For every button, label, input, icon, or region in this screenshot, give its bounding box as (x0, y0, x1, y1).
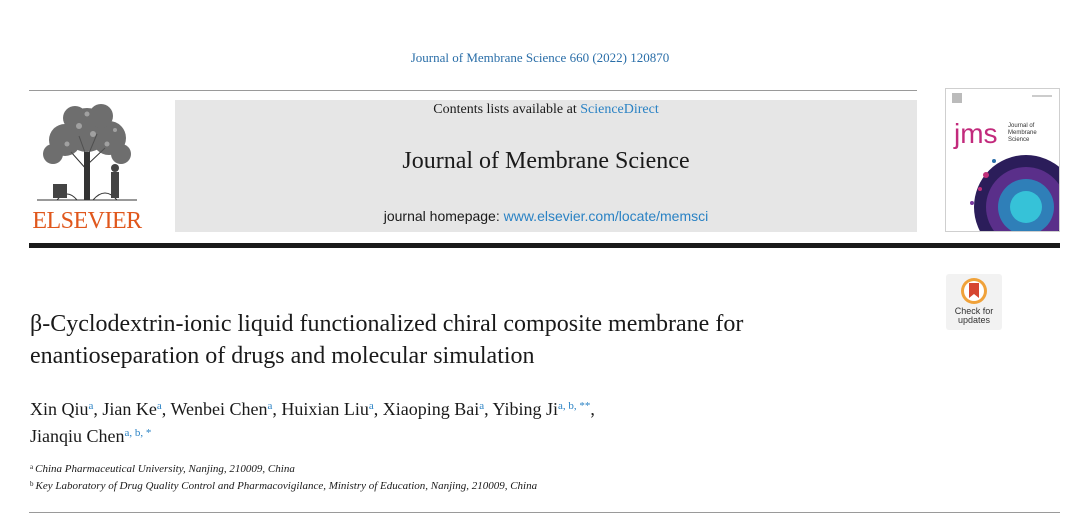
article-title-line1: β-Cyclodextrin-ionic liquid functionalized chiral composite membrane for (30, 311, 744, 337)
cover-subtitle-1: Journal of (1008, 123, 1035, 129)
elsevier-wordmark: ELSEVIER (32, 208, 142, 234)
author-name[interactable]: Jian Ke (102, 399, 157, 419)
article-title-line2: enantioseparation of drugs and molecular simulation (30, 343, 535, 369)
header-divider-thick (29, 243, 1060, 248)
author-list (30, 394, 930, 448)
author-separator: , (93, 399, 103, 419)
author-name[interactable]: Xin Qiu (30, 399, 89, 419)
contents-available-line (175, 102, 917, 118)
cover-subtitle-3: Science (1008, 137, 1030, 143)
journal-homepage-line (175, 208, 917, 224)
article-title (30, 308, 930, 372)
affiliation-text: China Pharmaceutical University, Nanjing, 210009, China (35, 463, 295, 475)
author-affil-mark[interactable]: a (267, 400, 273, 412)
author-affil-mark[interactable]: a, b, * (124, 427, 152, 439)
cover-publisher-mark (952, 93, 962, 103)
author-name[interactable]: Huixian Liu (281, 399, 369, 419)
author-affil-mark[interactable]: a (479, 400, 485, 412)
author-name[interactable]: Wenbei Chen (170, 399, 268, 419)
affiliation-list (30, 460, 930, 494)
author-affil-mark[interactable]: a (368, 400, 374, 412)
content-divider-bottom (29, 512, 1060, 513)
check-for-updates-button[interactable] (946, 274, 1002, 330)
elsevier-logo[interactable] (27, 100, 147, 235)
author-name[interactable]: Jianqiu Chen (30, 426, 125, 446)
author-affil-mark[interactable]: a (156, 400, 162, 412)
check-updates-line1: Check for (954, 306, 994, 316)
journal-homepage-link[interactable]: www.elsevier.com/locate/memsci (503, 208, 709, 224)
homepage-prefix: journal homepage: (383, 208, 504, 224)
author-separator: , (484, 399, 493, 419)
author-separator: , (373, 399, 383, 419)
author-name[interactable]: Yibing Ji (492, 399, 559, 419)
journal-name: Journal of Membrane Science (402, 148, 690, 174)
affiliation-mark: a (30, 463, 34, 471)
cover-art (946, 89, 1059, 231)
author-separator: , (590, 399, 595, 419)
journal-header-panel (175, 100, 917, 232)
header-divider-top (29, 90, 917, 91)
journal-citation[interactable]: Journal of Membrane Science 660 (2022) 120870 (410, 50, 670, 65)
affiliation-item (30, 477, 930, 494)
author-affil-mark[interactable]: a, b, ** (558, 400, 591, 412)
affiliation-text: Key Laboratory of Drug Quality Control and Pharmacovigilance, Ministry of Education, Nanjing, 210009, China (35, 480, 538, 492)
affiliation-item (30, 460, 930, 477)
bookmark-icon (946, 274, 1002, 306)
contents-prefix: Contents lists available at (433, 102, 581, 117)
author-separator: , (272, 399, 282, 419)
elsevier-tree-icon (27, 100, 145, 208)
cover-abbrev: jms (954, 118, 998, 149)
author-affil-mark[interactable]: a (88, 400, 94, 412)
cover-subtitle-2: Membrane (1008, 130, 1037, 136)
journal-cover-thumbnail[interactable] (946, 89, 1059, 231)
author-name[interactable]: Xiaoping Bai (382, 399, 480, 419)
affiliation-mark: b (30, 480, 34, 488)
check-updates-line2: updates (957, 315, 991, 325)
author-separator: , (161, 399, 171, 419)
sciencedirect-link[interactable]: ScienceDirect (580, 102, 659, 117)
